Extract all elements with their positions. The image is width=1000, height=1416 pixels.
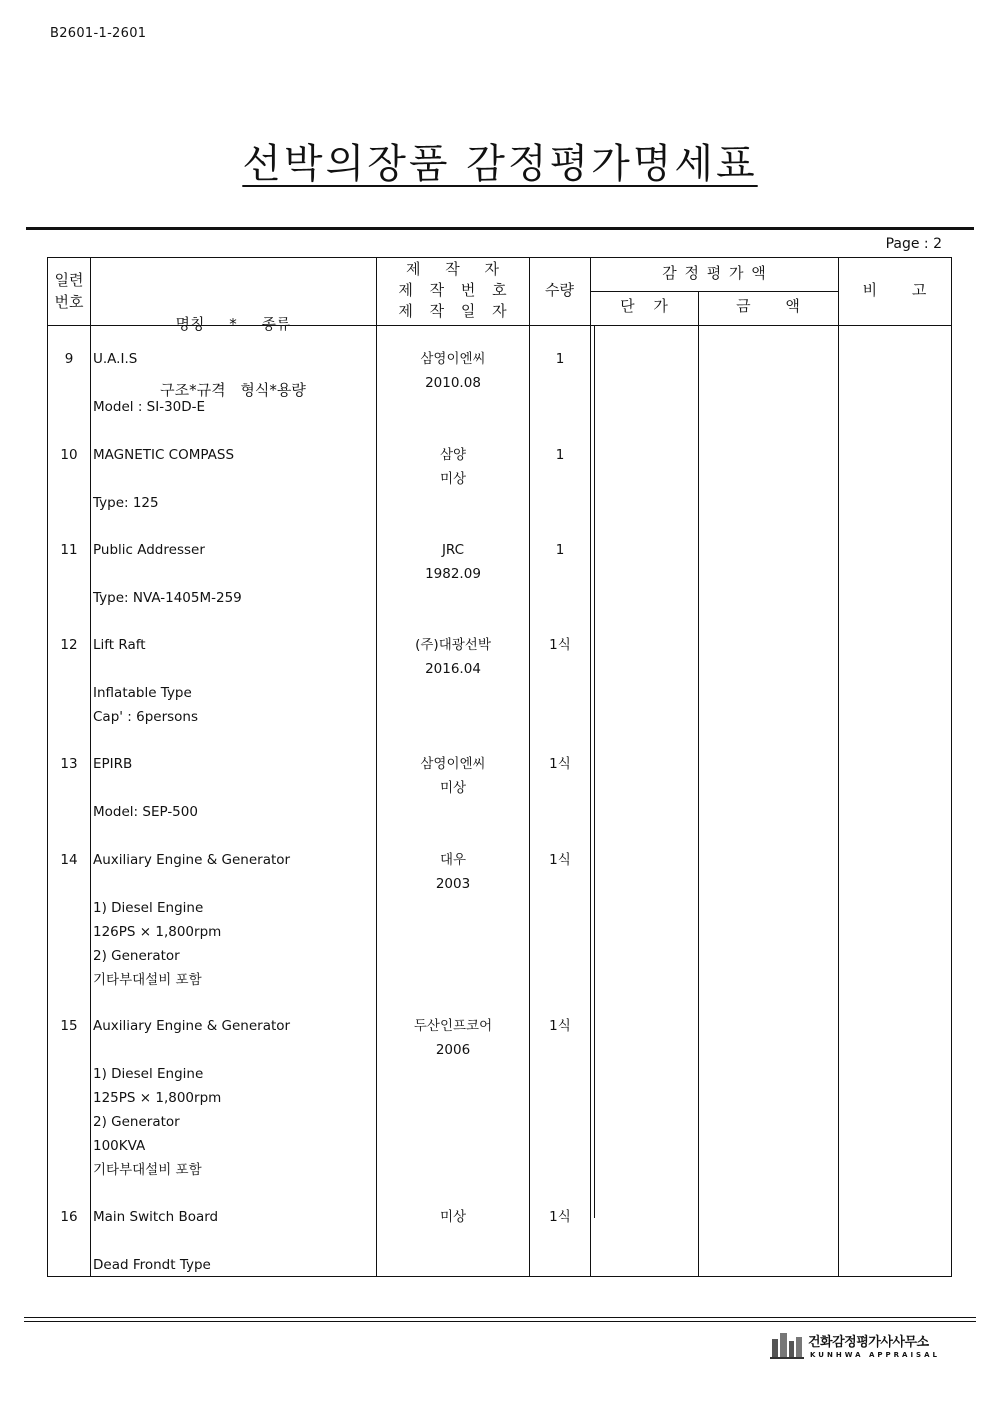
item-spec: 2) Generator bbox=[93, 1114, 180, 1130]
maker-name: 삼영이엔씨 bbox=[420, 756, 486, 772]
header-name-line1: 명칭 * 종류 bbox=[175, 315, 291, 333]
maker-date: 1982.09 bbox=[425, 566, 481, 582]
item-spec: 2) Generator bbox=[93, 948, 180, 964]
quantity: 1식 bbox=[549, 1209, 571, 1225]
item-spec: Type: NVA-1405M-259 bbox=[93, 590, 242, 606]
maker-name: 두산인프코어 bbox=[413, 1018, 493, 1034]
header-maker-line1: 제 작 자 bbox=[405, 260, 499, 278]
maker-date: 2003 bbox=[435, 876, 471, 892]
item-name: MAGNETIC COMPASS bbox=[93, 447, 235, 463]
item-spec: Model : SI-30D-E bbox=[93, 399, 206, 415]
quantity: 1 bbox=[555, 447, 565, 463]
item-spec: Model: SEP-500 bbox=[93, 804, 198, 820]
item-name: Lift Raft bbox=[93, 637, 146, 653]
header-qty: 수량 bbox=[545, 281, 574, 299]
quantity: 1식 bbox=[549, 756, 571, 772]
row-number: 10 bbox=[60, 447, 78, 463]
page-title bbox=[0, 132, 1000, 189]
row-number: 16 bbox=[60, 1209, 78, 1225]
item-spec: Type: 125 bbox=[93, 495, 159, 511]
header-maker bbox=[376, 259, 529, 322]
item-name: Main Switch Board bbox=[93, 1209, 219, 1225]
col-divider-inner bbox=[594, 325, 595, 1218]
logo-english-text: KUNHWA APPRAISAL bbox=[810, 1351, 940, 1359]
row-number: 15 bbox=[60, 1018, 78, 1034]
item-spec: Cap' : 6persons bbox=[93, 709, 199, 725]
item-spec: 1) Diesel Engine bbox=[93, 1066, 204, 1082]
col-divider bbox=[698, 291, 699, 1276]
item-name: Auxiliary Engine & Generator bbox=[93, 1018, 291, 1034]
header-serial-line1: 일련 bbox=[54, 271, 84, 289]
company-logo bbox=[770, 1331, 940, 1365]
item-spec: Dead Frondt Type bbox=[93, 1257, 211, 1273]
item-name: Public Addresser bbox=[93, 542, 205, 558]
row-number: 12 bbox=[60, 637, 78, 653]
building-icon bbox=[770, 1331, 804, 1359]
header-maker-line2: 제 작 번 호 bbox=[398, 281, 507, 299]
maker-date: 2006 bbox=[435, 1042, 471, 1058]
row-number: 13 bbox=[60, 756, 78, 772]
maker-name: JRC bbox=[441, 542, 465, 558]
header-remarks: 비 고 bbox=[862, 281, 927, 299]
header-serial-line2: 번호 bbox=[54, 293, 84, 311]
quantity: 1식 bbox=[549, 1018, 571, 1034]
maker-date: 2016.04 bbox=[425, 661, 481, 677]
appraisal-table bbox=[47, 257, 952, 1277]
item-spec: 1) Diesel Engine bbox=[93, 900, 204, 916]
appraisal-sub-rule bbox=[590, 291, 838, 292]
document-id: B2601-1-2601 bbox=[50, 26, 147, 41]
maker-name: 삼영이엔씨 bbox=[420, 351, 486, 367]
header-maker-line3: 제 작 일 자 bbox=[398, 302, 507, 320]
top-rule bbox=[26, 227, 974, 230]
maker-date: 미상 bbox=[439, 471, 467, 487]
quantity: 1 bbox=[555, 351, 565, 367]
logo-korean-text: 건화감정평가사사무소 bbox=[808, 1335, 929, 1350]
item-name: U.A.I.S bbox=[93, 351, 138, 367]
item-spec: 기타부대설비 포함 bbox=[93, 1162, 202, 1178]
header-unit-price: 단 가 bbox=[620, 297, 668, 315]
col-divider bbox=[590, 258, 591, 1276]
maker-name: 미상 bbox=[439, 1209, 467, 1225]
maker-name: 대우 bbox=[439, 852, 467, 868]
row-number: 11 bbox=[60, 542, 78, 558]
quantity: 1 bbox=[555, 542, 565, 558]
item-spec: 125PS × 1,800rpm bbox=[93, 1090, 222, 1106]
item-spec: Inflatable Type bbox=[93, 685, 192, 701]
item-name: Auxiliary Engine & Generator bbox=[93, 852, 291, 868]
maker-date: 2010.08 bbox=[425, 375, 481, 391]
header-name-line2: 구조*규격 형식*용량 bbox=[160, 381, 306, 399]
quantity: 1식 bbox=[549, 852, 571, 868]
row-number: 9 bbox=[64, 351, 74, 367]
item-spec: 126PS × 1,800rpm bbox=[93, 924, 222, 940]
bottom-rule bbox=[24, 1317, 976, 1318]
header-serial bbox=[48, 269, 90, 313]
row-number: 14 bbox=[60, 852, 78, 868]
item-spec: 100KVA bbox=[93, 1138, 146, 1154]
title-text: 선박의장품 감정평가명세표 bbox=[242, 141, 758, 187]
maker-name: (주)대광선박 bbox=[415, 637, 491, 653]
item-spec: 기타부대설비 포함 bbox=[93, 972, 202, 988]
page-number: Page : 2 bbox=[885, 236, 942, 252]
maker-name: 삼양 bbox=[439, 447, 467, 463]
col-divider bbox=[838, 258, 839, 1276]
bottom-rule bbox=[24, 1321, 976, 1322]
header-amount: 금 액 bbox=[736, 297, 800, 315]
header-appraisal: 감 정 평 가 액 bbox=[662, 264, 766, 282]
maker-date: 미상 bbox=[439, 780, 467, 796]
item-name: EPIRB bbox=[93, 756, 133, 772]
quantity: 1식 bbox=[549, 637, 571, 653]
